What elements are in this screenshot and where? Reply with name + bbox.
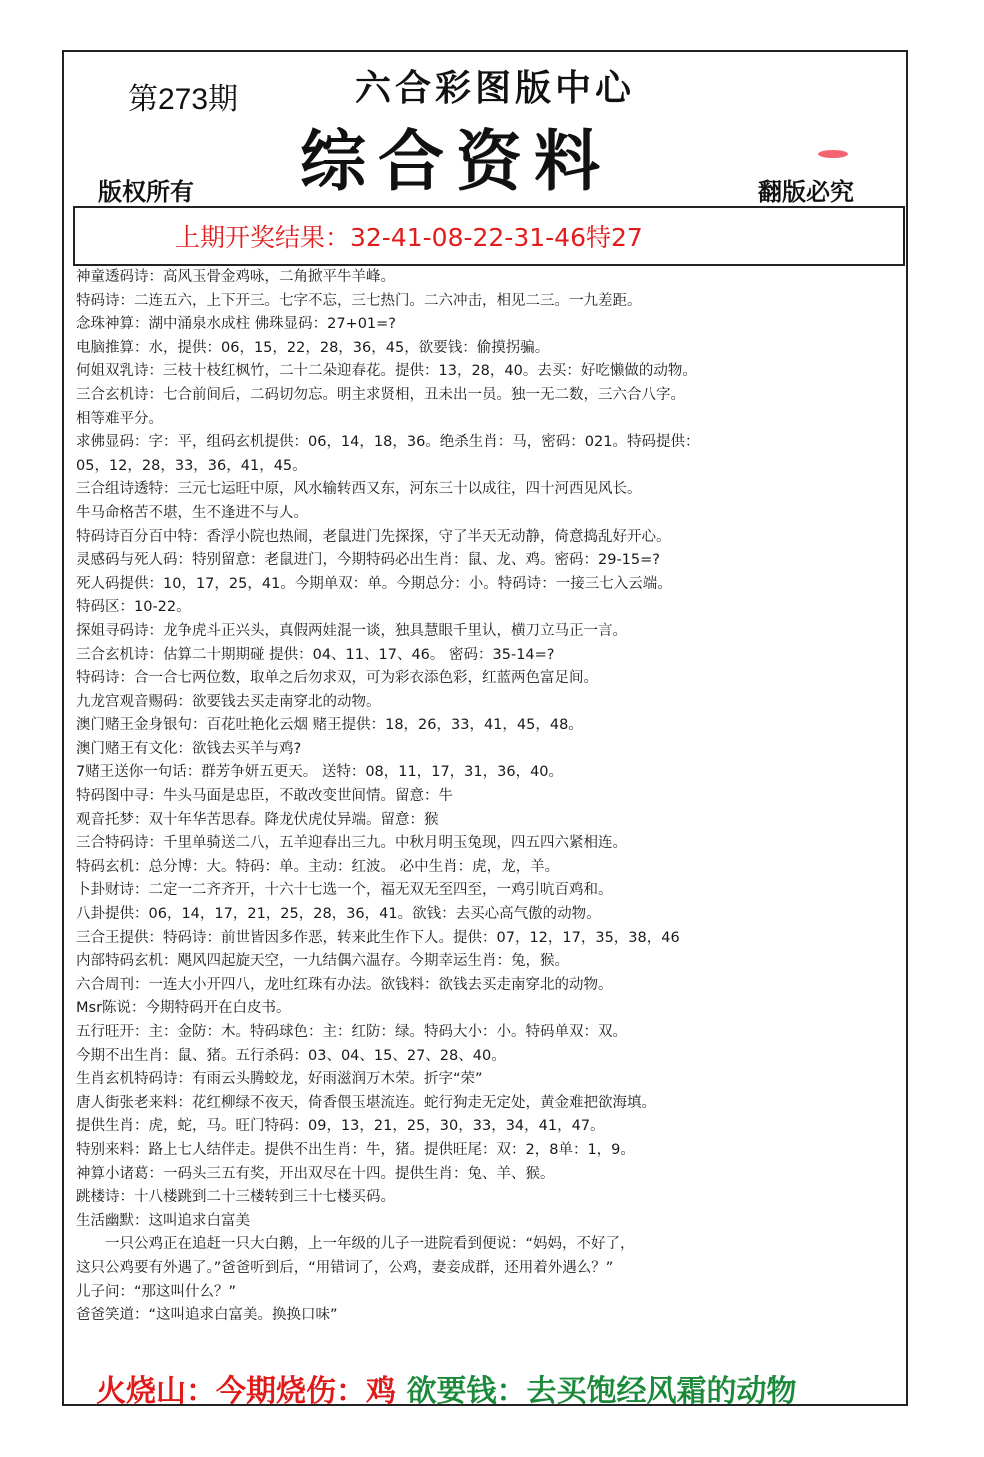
info-line: 三合特码诗：千里单骑送二八，五羊迎春出三九。中秋月明玉兔现，四五四六紧相连。 <box>76 835 627 852</box>
info-line: 特码玄机：总分博：大。特码：单。主动：红波。 必中生肖：虎，龙，羊。 <box>76 858 560 875</box>
info-line: 三合组诗透特：三元七运旺中原，风水输转西又东，河东三十以成往，四十河西见风长。 <box>76 481 642 498</box>
footer-fire-mountain: 火烧山：今期烧伤：鸡 <box>96 1374 396 1409</box>
info-line: 求佛显码：字：平，组码玄机提供：06，14，18，36。绝杀生肖：马，密码：021。特码提供： <box>76 434 700 451</box>
info-line: 澳门赌王有文化：欲钱去买羊与鸡? <box>76 740 302 757</box>
info-line: 特码区：10-22。 <box>76 599 191 616</box>
main-title: 综合资料 <box>300 122 612 200</box>
info-line: Msr陈说：今期特码开在白皮书。 <box>76 1000 291 1017</box>
info-line: 相等难平分。 <box>76 410 163 427</box>
info-line: 05，12，28，33，36，41，45。 <box>76 457 307 474</box>
info-line: 六合周刊：一连大小开四八，龙吐红珠有办法。欲钱料：欲钱去买走南穿北的动物。 <box>76 976 613 993</box>
result-box <box>73 206 905 266</box>
info-line: 特码诗：二连五六，上下开三。七字不忘，三七热门。二六冲击，相见二三。一九差距。 <box>76 292 642 309</box>
info-line: 特码诗：合一合七两位数，取单之后勿求双，可为彩衣添色彩，红蓝两色富足间。 <box>76 670 598 687</box>
center-title: 六合彩图版中心 <box>355 67 636 109</box>
info-line: 爸爸笑道：“这叫追求白富美。换换口味” <box>76 1307 338 1324</box>
info-line: 三合玄机诗：估算二十期期碰 提供：04、11、17、46。 密码：35-14=? <box>76 646 555 663</box>
info-line: 卜卦财诗：二定一二齐齐开，十六十七选一个，福无双无至四至，一鸡引吭百鸡和。 <box>76 882 613 899</box>
info-line: 特别来料：路上七人结伴走。提供不出生肖：牛，猪。提供旺尾：双：2，8单：1，9。 <box>76 1141 635 1158</box>
footer-money-tip: 欲要钱：去买饱经风霜的动物 <box>406 1374 797 1409</box>
info-line: 电脑推算：水，提供：06，15，22，28，36，45，欲要钱：偷摸拐骗。 <box>76 339 550 356</box>
info-line: 跳楼诗：十八楼跳到二十三楼转到三十七楼买码。 <box>76 1189 395 1206</box>
info-lines <box>76 266 906 1328</box>
info-line: 牛马命格苦不堪，生不逢进不与人。 <box>76 504 308 521</box>
info-line: 特码图中寻：牛头马面是忠臣，不敢改变世间情。留意：牛 <box>76 788 453 805</box>
info-line: 唐人街张老来料：花红柳绿不夜天，倚香偎玉堪流连。蛇行狗走无定处，黄金难把欲海填。 <box>76 1094 656 1111</box>
anti-piracy-motto: 翻版必究 <box>758 177 854 206</box>
info-line: 五行旺开：主：金防：木。特码球色：主：红防：绿。特码大小：小。特码单双：双。 <box>76 1024 627 1040</box>
info-line: 7赌王送你一句话：群芳争妍五更天。 送特：08，11，17，31，36，40。 <box>76 764 564 781</box>
copyright-motto: 版权所有 <box>98 177 194 206</box>
info-line: 灵感码与死人码：特别留意：老鼠进门，今期特码必出生肖：鼠、龙、鸡。密码：29-15=? <box>76 552 660 569</box>
info-line: 八卦提供：06，14，17，21，25，28，36，41。欲钱：去买心高气傲的动物。 <box>76 906 601 923</box>
info-line: 一只公鸡正在追赶一只大白鹅，上一年级的儿子一进院看到便说：“妈妈，不好了， <box>76 1236 635 1253</box>
info-line: 澳门赌王金身银句：百花吐艳化云烟 赌王提供：18，26，33，41，45，48。 <box>76 717 583 734</box>
info-line: 生活幽默：这叫追求白富美 <box>76 1212 250 1229</box>
info-line: 三合王提供：特码诗：前世皆因多作恶，转来此生作下人。提供：07，12，17，35，38，46 <box>76 929 680 946</box>
info-line: 内部特码玄机：飓风四起旋天空，一九结偶六温存。今期幸运生肖：兔，猴。 <box>76 953 569 970</box>
info-line: 三合玄机诗：七合前间后，二码切勿忘。明主求贤相，丑未出一员。独一无二数，三六合八字。 <box>76 386 685 403</box>
info-line: 九龙宫观音赐码：欲要钱去买走南穿北的动物。 <box>76 693 381 710</box>
last-draw-result: 上期开奖结果：32-41-08-22-31-46特27 <box>175 223 643 252</box>
footer-banner <box>96 1366 796 1410</box>
red-mark-decoration <box>818 150 848 158</box>
info-line: 死人码提供：10，17，25，41。今期单双：单。今期总分：小。特码诗：一接三七入云端。 <box>76 575 672 592</box>
info-line: 神算小诸葛：一码头三五有奖，开出双尽在十四。提供生肖：兔、羊、猴。 <box>76 1165 555 1182</box>
info-line: 观音托梦：双十年华苦思春。降龙伏虎仗异端。留意：猴 <box>76 811 439 828</box>
info-line: 今期不出生肖：鼠、猪。五行杀码：03、04、15、27、28、40。 <box>76 1047 506 1064</box>
info-line: 探姐寻码诗：龙争虎斗正兴头，真假两娃混一谈，独具慧眼千里认，横刀立马正一言。 <box>76 622 627 639</box>
info-line: 特码诗百分百中特：香浮小院也热闹，老鼠进门先探探，守了半天无动静，倚意捣乱好开心。 <box>76 528 671 545</box>
info-line: 生肖玄机特码诗：有雨云头腾蛟龙，好雨滋润万木荣。折字“荣” <box>76 1071 483 1088</box>
info-line: 念珠神算：湖中涌泉水成柱 佛珠显码：27+01=? <box>76 316 397 333</box>
issue-number: 第273期 <box>128 83 239 116</box>
info-line: 儿子问：“那这叫什么？” <box>76 1283 237 1300</box>
info-line: 提供生肖：虎，蛇，马。旺门特码：09，13，21，25，30，33，34，41，47。 <box>76 1118 605 1135</box>
info-line: 这只公鸡要有外遇了。”爸爸听到后，“用错词了，公鸡，妻妾成群，还用着外遇么？” <box>76 1259 614 1276</box>
info-line: 神童透码诗：高风玉骨金鸡咏，二角掀平牛羊峰。 <box>76 269 395 285</box>
info-line: 何姐双乳诗：三枝十枝红枫竹，二十二朵迎春花。提供：13，28，40。去买：好吃懒做的动物。 <box>76 363 697 380</box>
